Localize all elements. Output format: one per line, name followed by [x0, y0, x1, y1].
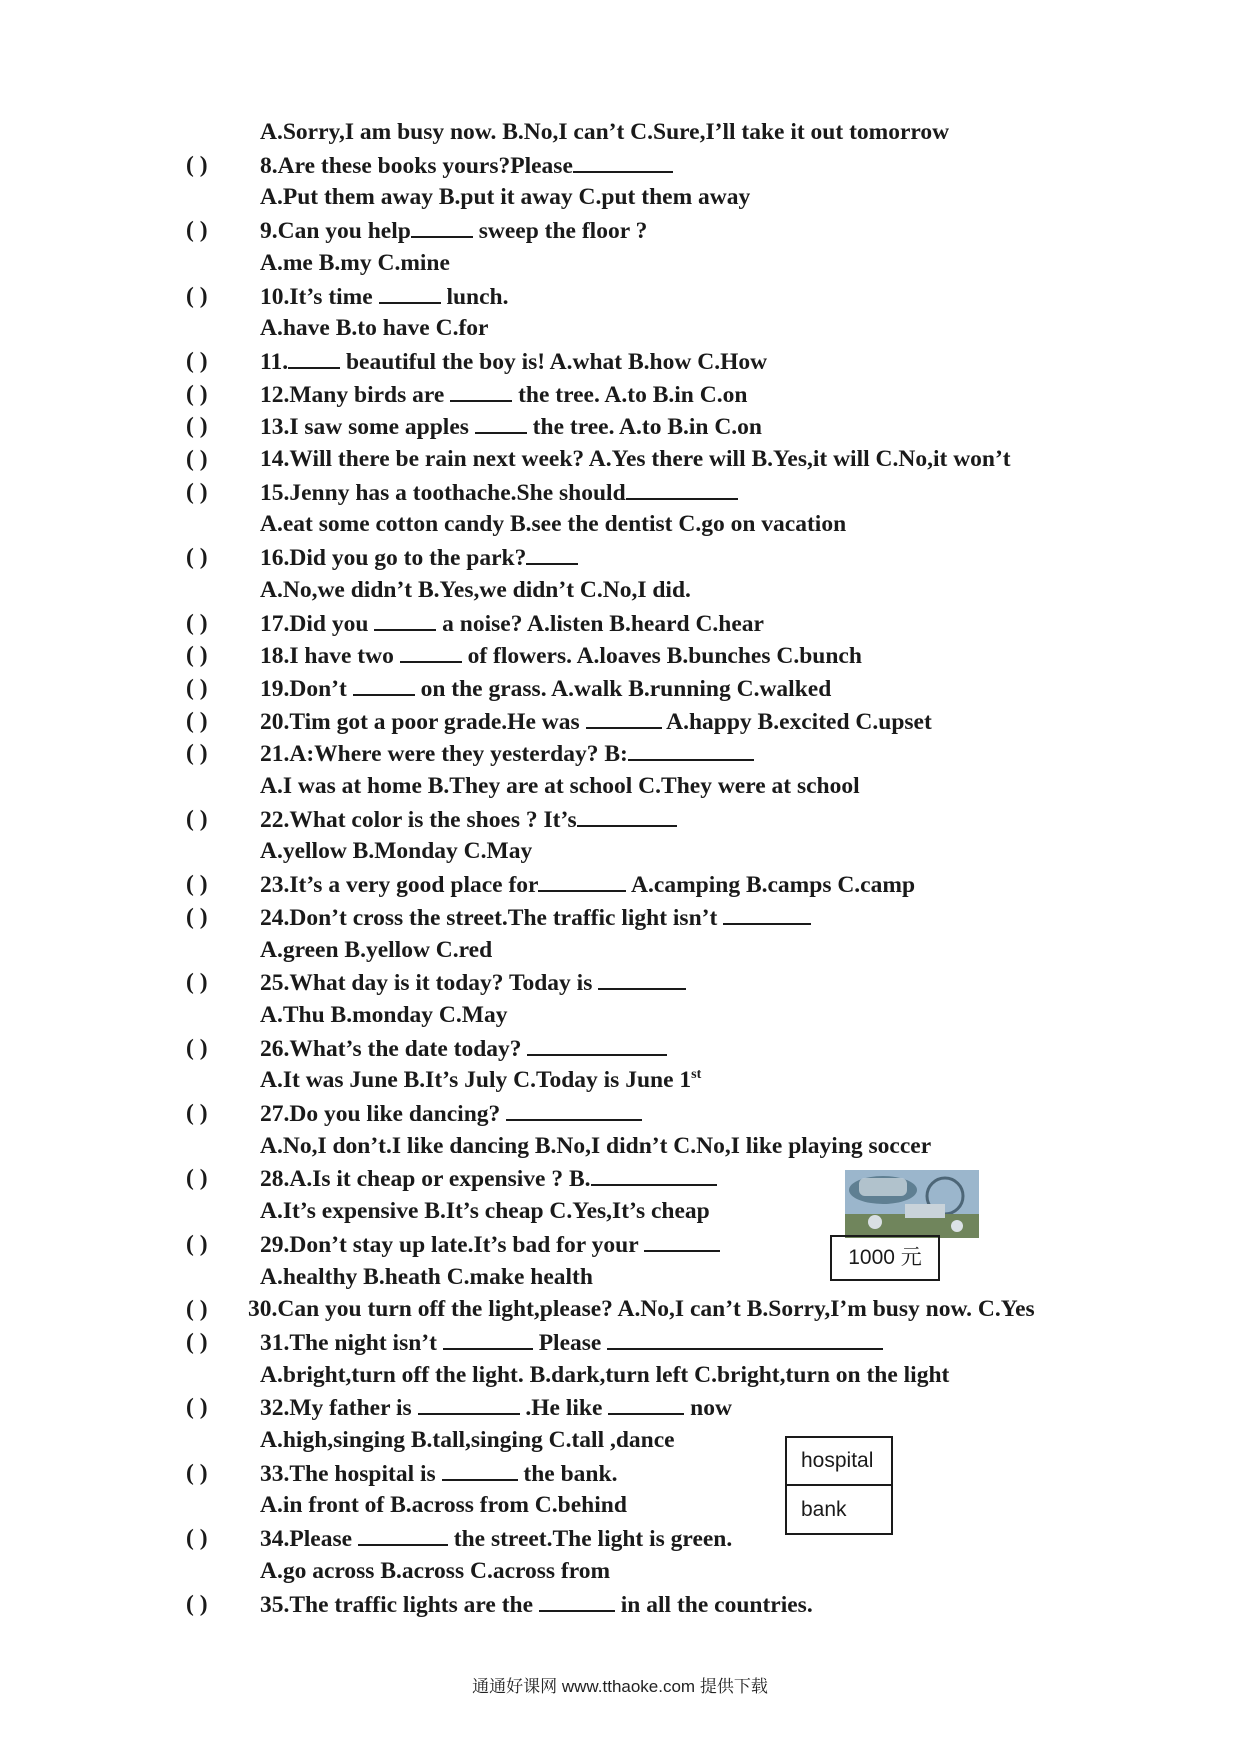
- question-line: [0, 476, 1240, 509]
- line-text: 26.What’s the date today?: [260, 1035, 528, 1062]
- answer-parentheses[interactable]: ( ): [186, 1165, 208, 1192]
- line-text-continued: lunch.: [440, 283, 509, 310]
- line-text: A.bright,turn off the light. B.dark,turn left C.bright,turn on the light: [260, 1361, 950, 1388]
- line-text-continued: the tree. A.to B.in C.on: [512, 381, 748, 408]
- answer-parentheses[interactable]: ( ): [186, 446, 208, 472]
- question-line: [0, 639, 1240, 672]
- fill-in-blank[interactable]: [374, 607, 436, 631]
- question-text: [260, 378, 747, 412]
- line-text: 17.Did you: [260, 610, 375, 637]
- question-text: [260, 705, 932, 739]
- answer-parentheses[interactable]: ( ): [186, 969, 208, 996]
- answer-parentheses[interactable]: ( ): [186, 380, 208, 407]
- options-line: [0, 770, 1240, 803]
- options-line: [0, 1261, 1240, 1294]
- answer-options: [260, 1555, 610, 1588]
- answer-parentheses[interactable]: ( ): [186, 1034, 208, 1061]
- fill-in-blank[interactable]: [450, 378, 512, 402]
- line-text-continued: of flowers. A.loaves B.bunches C.bunch: [461, 643, 862, 670]
- options-line: [0, 934, 1240, 967]
- question-text: [260, 901, 811, 935]
- line-text: 19.Don’t: [260, 675, 353, 702]
- answer-options: [260, 1261, 593, 1294]
- line-text: A.healthy B.heath C.make health: [260, 1263, 593, 1290]
- line-text: 24.Don’t cross the street.The traffic light isn’t: [260, 904, 724, 931]
- line-text-end: now: [684, 1395, 732, 1422]
- line-text-continued: beautiful the boy is! A.what B.how C.How: [340, 348, 768, 375]
- price-picture: [845, 1170, 979, 1238]
- line-text: 21.A:Where were they yesterday? B:: [260, 741, 628, 768]
- fill-in-blank[interactable]: [475, 410, 527, 434]
- answer-parentheses[interactable]: ( ): [186, 478, 208, 505]
- line-text: A.No,we didn’t B.Yes,we didn’t C.No,I did.: [260, 576, 691, 603]
- price-box: [830, 1235, 940, 1281]
- answer-parentheses[interactable]: ( ): [186, 871, 208, 898]
- line-text: 25.What day is it today? Today is: [260, 970, 599, 997]
- options-line: [0, 835, 1240, 868]
- answer-options: [260, 999, 507, 1032]
- answer-options: [260, 1064, 701, 1097]
- question-line: [0, 345, 1240, 378]
- question-text: [260, 1097, 642, 1131]
- line-text: 11.: [260, 348, 289, 375]
- line-text: 18.I have two: [260, 643, 400, 670]
- question-text: [260, 639, 862, 673]
- hospital-label: hospital: [801, 1449, 874, 1472]
- question-text: [260, 149, 673, 183]
- fill-in-blank[interactable]: [598, 966, 686, 990]
- question-line: [0, 737, 1240, 770]
- question-text: [260, 1032, 667, 1066]
- answer-parentheses[interactable]: ( ): [186, 151, 208, 178]
- fill-in-blank[interactable]: [539, 1588, 615, 1612]
- footer-credit: 通通好课网 www.tthaoke.com 提供下载: [472, 1677, 768, 1696]
- fill-in-blank[interactable]: [527, 1032, 667, 1056]
- answer-parentheses[interactable]: ( ): [186, 609, 208, 636]
- fill-in-blank[interactable]: [591, 1162, 717, 1186]
- options-line: [0, 508, 1240, 541]
- question-line: [0, 1228, 1240, 1261]
- question-text: [260, 868, 915, 902]
- fill-in-blank[interactable]: [353, 672, 415, 696]
- line-text: 27.Do you like dancing?: [260, 1101, 507, 1127]
- fill-in-blank[interactable]: [608, 1391, 684, 1415]
- answer-options: [260, 312, 488, 345]
- fill-in-blank[interactable]: [538, 868, 626, 892]
- question-text: [260, 410, 762, 444]
- question-line: [0, 868, 1240, 901]
- answer-parentheses[interactable]: ( ): [186, 1394, 208, 1421]
- line-text: 22.What color is the shoes ? It’s: [260, 806, 577, 833]
- fill-in-blank[interactable]: [418, 1391, 520, 1415]
- answer-parentheses[interactable]: ( ): [186, 413, 208, 440]
- question-text: [260, 1588, 813, 1622]
- question-text: [260, 280, 508, 314]
- answer-parentheses[interactable]: ( ): [186, 642, 208, 669]
- question-line: [0, 443, 1240, 476]
- line-text: A.me B.my C.mine: [260, 249, 450, 276]
- line-text-continued: a noise? A.listen B.heard C.hear: [436, 610, 764, 637]
- answer-parentheses[interactable]: ( ): [186, 674, 208, 701]
- line-text: 13.I saw some apples: [260, 414, 475, 441]
- bank-box: [785, 1484, 893, 1535]
- fill-in-blank[interactable]: [626, 476, 738, 500]
- answer-options: [260, 181, 750, 214]
- options-line: [0, 1064, 1240, 1097]
- fill-in-blank[interactable]: [586, 705, 662, 729]
- line-text-continued: the bank.: [517, 1460, 618, 1487]
- line-text: 14.Will there be rain next week? A.Yes there will B.Yes,it will C.No,it won’t: [260, 446, 1011, 472]
- fill-in-blank[interactable]: [411, 214, 473, 238]
- line-text: 32.My father is: [260, 1395, 418, 1422]
- question-text: [260, 1522, 732, 1556]
- line-text: A.have B.to have C.for: [260, 315, 489, 342]
- question-text: [260, 737, 754, 771]
- line-text: A.Thu B.monday C.May: [260, 1001, 508, 1028]
- line-text-continued: .He like: [519, 1395, 609, 1422]
- line-text-continued: on the grass. A.walk B.running C.walked: [414, 675, 832, 702]
- question-line: [0, 607, 1240, 640]
- answer-options: [260, 835, 532, 868]
- question-text: [260, 541, 578, 575]
- question-line: [0, 1588, 1240, 1621]
- question-line: [0, 672, 1240, 705]
- question-line: [0, 149, 1240, 182]
- fill-in-blank[interactable]: [506, 1097, 642, 1121]
- answer-options: [260, 934, 492, 967]
- answer-parentheses[interactable]: ( ): [186, 1328, 208, 1355]
- question-text: [260, 345, 767, 379]
- line-text: 30.Can you turn off the light,please? A.No,I can’t B.Sorry,I’m busy now. C.Yes: [248, 1296, 1035, 1323]
- line-text: 20.Tim got a poor grade.He was: [260, 708, 586, 735]
- line-text: 12.Many birds are: [260, 381, 451, 408]
- fill-in-blank[interactable]: [628, 737, 754, 761]
- question-text: [260, 443, 1011, 476]
- line-text: 15.Jenny has a toothache.She should: [260, 479, 626, 506]
- line-text: A.go across B.across C.across from: [260, 1557, 611, 1584]
- question-line: [0, 378, 1240, 411]
- fill-in-blank[interactable]: [288, 345, 340, 369]
- answer-options: [260, 770, 860, 803]
- ordinal-suffix: st: [691, 1067, 702, 1083]
- question-text: [260, 1162, 717, 1196]
- question-line: [0, 1293, 1240, 1326]
- fill-in-blank[interactable]: [723, 901, 811, 925]
- line-text: A.high,singing B.tall,singing C.tall ,dance: [260, 1427, 675, 1453]
- question-text: [260, 1457, 617, 1491]
- fill-in-blank[interactable]: [443, 1326, 533, 1350]
- line-text-continued: in all the countries.: [614, 1591, 813, 1618]
- answer-parentheses[interactable]: ( ): [186, 805, 208, 832]
- question-line: [0, 705, 1240, 738]
- line-text: 23.It’s a very good place for: [260, 872, 539, 899]
- answer-parentheses[interactable]: ( ): [186, 1459, 208, 1486]
- question-line: [0, 280, 1240, 313]
- fill-in-blank[interactable]: [358, 1522, 448, 1546]
- question-text: [260, 672, 831, 706]
- line-text: 33.The hospital is: [260, 1460, 442, 1487]
- answer-parentheses[interactable]: ( ): [186, 217, 208, 244]
- line-text: 9.Can you help: [260, 218, 411, 245]
- answer-parentheses[interactable]: ( ): [186, 740, 208, 767]
- line-text: 16.Did you go to the park?: [260, 545, 527, 572]
- fill-in-blank[interactable]: [442, 1457, 518, 1481]
- price-label: 1000 元: [848, 1246, 922, 1269]
- line-text: A.No,I don’t.I like dancing B.No,I didn’t C.No,I like playing soccer: [260, 1132, 932, 1159]
- fill-in-blank[interactable]: [577, 803, 677, 827]
- options-line: [0, 574, 1240, 607]
- answer-parentheses[interactable]: ( ): [186, 707, 208, 734]
- line-text: A.eat some cotton candy B.see the dentist C.go on vacation: [260, 511, 847, 538]
- answer-options: [260, 247, 450, 280]
- line-text-continued: the street.The light is green.: [447, 1526, 733, 1553]
- question-line: [0, 901, 1240, 934]
- question-text: [260, 1391, 732, 1425]
- answer-options: [260, 1424, 675, 1457]
- question-line: [0, 1457, 1240, 1490]
- options-line: [0, 312, 1240, 345]
- question-text: [260, 607, 764, 641]
- answer-parentheses[interactable]: ( ): [186, 282, 208, 309]
- line-text-continued: A.happy B.excited C.upset: [661, 708, 932, 735]
- line-text: A.It’s expensive B.It’s cheap C.Yes,It’s cheap: [260, 1198, 710, 1225]
- question-text: [260, 966, 686, 1000]
- answer-parentheses[interactable]: ( ): [186, 1296, 208, 1323]
- fill-in-blank[interactable]: [644, 1228, 720, 1252]
- line-text: 29.Don’t stay up late.It’s bad for your: [260, 1231, 645, 1258]
- options-line: [0, 1489, 1240, 1522]
- answer-parentheses[interactable]: ( ): [186, 1590, 208, 1617]
- line-text: A.Sorry,I am busy now. B.No,I can’t C.Sure,I’ll take it out tomorrow: [260, 119, 950, 145]
- bank-label: bank: [801, 1498, 847, 1521]
- question-line: [0, 803, 1240, 836]
- fill-in-blank[interactable]: [526, 541, 578, 565]
- options-line: [0, 1130, 1240, 1163]
- question-text: [260, 214, 647, 248]
- answer-options: [260, 1489, 627, 1522]
- options-line: [0, 181, 1240, 214]
- line-text: 28.A.Is it cheap or expensive ? B.: [260, 1166, 591, 1193]
- amusement-park-illustration: [845, 1170, 979, 1238]
- options-line: [0, 1424, 1240, 1457]
- answer-parentheses[interactable]: ( ): [186, 1525, 208, 1552]
- question-line: [0, 1162, 1240, 1195]
- answer-parentheses[interactable]: ( ): [186, 544, 208, 571]
- hospital-box: [785, 1436, 893, 1486]
- answer-parentheses[interactable]: ( ): [186, 1230, 208, 1257]
- answer-options: [260, 1195, 710, 1228]
- question-line: [0, 1326, 1240, 1359]
- question-text: [260, 803, 677, 837]
- answer-options: [260, 1130, 931, 1163]
- answer-options: [260, 508, 846, 541]
- question-line: [0, 966, 1240, 999]
- question-line: [0, 1097, 1240, 1130]
- line-text: A.It was June B.It’s July C.Today is June 1: [260, 1067, 692, 1094]
- question-line: [0, 1522, 1240, 1555]
- line-text: 10.It’s time: [260, 283, 379, 310]
- options-line: [0, 247, 1240, 280]
- fill-in-blank[interactable]: [607, 1326, 883, 1350]
- line-text: A.green B.yellow C.red: [260, 936, 493, 963]
- fill-in-blank[interactable]: [573, 149, 673, 173]
- question-text: [260, 1326, 883, 1360]
- line-text: 35.The traffic lights are the: [260, 1591, 539, 1618]
- answer-parentheses[interactable]: ( ): [186, 347, 208, 374]
- options-line: [0, 999, 1240, 1032]
- fill-in-blank[interactable]: [400, 639, 462, 663]
- answer-options: [260, 1359, 949, 1392]
- line-text: 8.Are these books yours?Please: [260, 152, 573, 179]
- line-text: A.Put them away B.put it away C.put them away: [260, 184, 751, 211]
- options-line: [0, 1555, 1240, 1588]
- line-text: A.I was at home B.They are at school C.They were at school: [260, 773, 860, 799]
- line-text-continued: Please: [532, 1329, 608, 1356]
- line-text: 31.The night isn’t: [260, 1329, 443, 1356]
- line-text: A.in front of B.across from C.behind: [260, 1492, 627, 1519]
- options-line: [0, 116, 1240, 149]
- line-text-continued: sweep the floor ?: [472, 218, 648, 245]
- question-text: [260, 1228, 720, 1262]
- options-line: [0, 1359, 1240, 1392]
- options-line: [0, 1195, 1240, 1228]
- line-text: A.yellow B.Monday C.May: [260, 838, 533, 865]
- question-text: [260, 476, 738, 510]
- fill-in-blank[interactable]: [379, 280, 441, 304]
- line-text-continued: the tree. A.to B.in C.on: [526, 414, 763, 441]
- question-line: [0, 410, 1240, 443]
- line-text-continued: A.camping B.camps C.camp: [626, 872, 916, 899]
- line-text: 34.Please: [260, 1526, 358, 1553]
- question-text: [248, 1293, 1035, 1326]
- question-line: [0, 1032, 1240, 1065]
- question-line: [0, 541, 1240, 574]
- answer-parentheses[interactable]: ( ): [186, 1100, 208, 1126]
- answer-parentheses[interactable]: ( ): [186, 903, 208, 930]
- answer-options: [260, 116, 949, 149]
- question-line: [0, 1391, 1240, 1424]
- question-line: [0, 214, 1240, 247]
- answer-options: [260, 574, 691, 607]
